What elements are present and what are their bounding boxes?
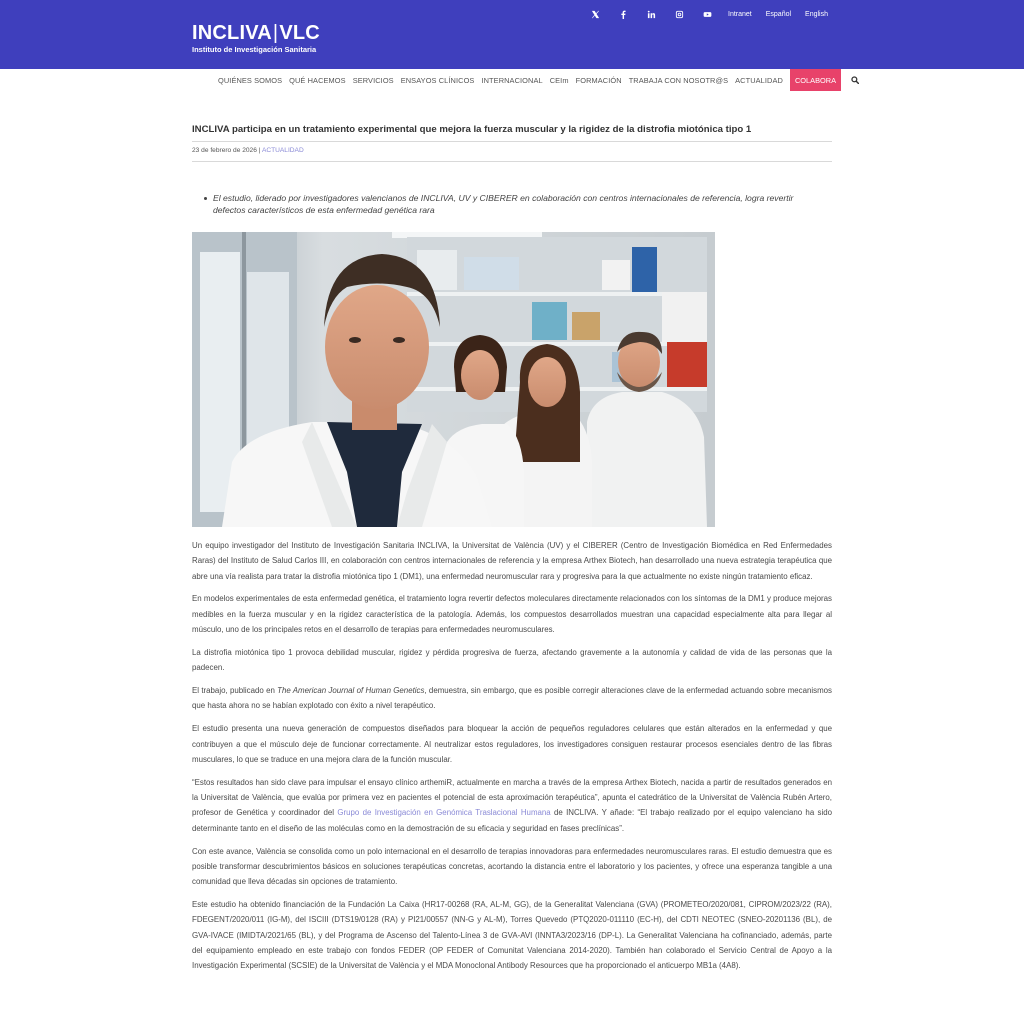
paragraph: Este estudio ha obtenido financiación de la Fundación La Caixa (HR17-00268 (RA, AL-M, GG), de la Generalitat Valenciana (GVA) (PROMETEO/2020/081, CIPROM/2023/22 (RA), FDEGENT/2020/011 (IG-M), del ISCIII (DTS19/0128 (RA) y PI21/00557 (NN-G y AL-M), Torres Quevedo (PTQ2020-011110 (EC-H), del CDTI NEOTEC (SNEO-20201136 (BL), de GVA-IVACE (IMIDTA/2021/65 (BL), y del Programa de Ascenso del Talento-Línea 3 de GVA-AVI (INNTA3/2023/16 (DP-L). La Generalitat Valenciana ha cofinanciado, además, parte del equipamiento empleado en este trabajo con fondos FEDER (OP FEDER of Comunitat Valenciana 2014-2020). También han colaborado el Servicio Central de Apoyo a la Investigación Experimental (SCSIE) de la Universitat de València y el MDA Monoclonal Antibody Resources que ha proporcionado el anticuerpo MB1a (4A8).: [192, 900, 832, 971]
nav-quienes-somos[interactable]: QUIÉNES SOMOS: [218, 75, 283, 85]
paragraph: En modelos experimentales de esta enfermedad genética, el tratamiento logra revertir defectos moleculares directamente relacionados con los síntomas de la DM1 y produce mejoras medibles en la fuerza muscular y en la rigidez característica de la patología. Además, los compuestos desarrollados muestran una capacidad especialmente alta para llegar al músculo, uno de los principales retos en el desarrollo de terapias para enfermedades neuromusculares.: [192, 594, 832, 635]
meta-separator: |: [258, 147, 261, 154]
divider: [192, 141, 832, 142]
intranet-link[interactable]: Intranet: [728, 10, 752, 18]
nav-colabora-button[interactable]: COLABORA: [790, 69, 841, 91]
paragraph: El estudio presenta una nueva generación de compuestos diseñados para bloquear la acción de pequeños reguladores celulares que están alterados en la enfermedad y que contribuyen a que el músculo deje de funcionar correctamente. Al neutralizar estos reguladores, los investigadores consiguen restaurar procesos esenciales dentro de las fibras musculares, lo que se traduce en una mejora clara de la función muscular.: [192, 724, 832, 764]
nav-servicios[interactable]: SERVICIOS: [352, 75, 394, 85]
nav-ensayos-clinicos[interactable]: ENSAYOS CLÍNICOS: [400, 75, 475, 85]
paragraph-text: “Estos resultados han sido clave para impulsar el ensayo clínico arthemiR, actualmente en marcha a través de la empresa Arthex Biotech, nacida a partir de resultados generados en la Universitat de València, que evalúa por primera vez en pacientes el potencial de esta aproximación terapéutica”, apunta el catedrático de la Universitat de València Rubén Artero, profesor de Genética y coordinador del: [192, 777, 832, 818]
divider: [192, 161, 832, 162]
logo-vlc: VLC: [279, 22, 320, 44]
paragraph-text: El trabajo, publicado en: [192, 686, 278, 696]
paragraph-text: , demuestra, sin embargo, que es posible corregir alteraciones clave de la enfermedad actuando sobre mecanismos que hasta ahora no se habían explotado con éxito a nivel terapéutico.: [192, 686, 832, 711]
social-links: [586, 8, 726, 20]
paragraph: [192, 683, 832, 714]
logo-separator: |: [272, 22, 279, 44]
logo-incliva: INCLIVA: [192, 22, 272, 44]
paragraph: Con este avance, València se consolida como un polo internacional en el desarrollo de terapias innovadoras para enfermedades neuromusculares raras. El estudio demuestra que es posible transformar descubrimientos básicos en soluciones terapéuticas concretas, acortando la distancia entre el laboratorio y los pacientes, y ofrece una esperanza tangible a una comunidad que lleva décadas sin opciones de tratamiento.: [192, 846, 832, 887]
main-nav: [0, 69, 1024, 91]
article-summary-bullet: El estudio, liderado por investigadores valencianos de INCLIVA, UV y CIBERER en colaboración con centros internacionales de referencia, logra revertir defectos característicos de esta enfermedad genética rara: [213, 193, 823, 216]
lang-es-link[interactable]: Español: [765, 10, 792, 18]
facebook-icon[interactable]: [614, 8, 632, 20]
nav-actualidad[interactable]: ACTUALIDAD: [735, 75, 783, 85]
paragraph: La distrofia miotónica tipo 1 provoca debilidad muscular, rigidez y pérdida progresiva de fuerza, afectando gravemente a la autonomía y calidad de vida de las personas que la padecen.: [192, 647, 832, 673]
article-title: INCLIVA participa en un tratamiento experimental que mejora la fuerza muscular y la rigidez de la distrofia miotónica tipo 1: [192, 124, 752, 135]
instagram-icon[interactable]: [670, 8, 688, 20]
article-category-link[interactable]: ACTUALIDAD: [261, 147, 304, 154]
youtube-icon[interactable]: [698, 8, 716, 20]
article-photo-research-team: [192, 232, 715, 527]
top-links: [728, 8, 842, 20]
article-date: 23 de febrero de 2026: [192, 147, 257, 154]
nav-internacional[interactable]: INTERNACIONAL: [481, 75, 543, 85]
incliva-logo[interactable]: [192, 22, 320, 54]
journal-name: The American Journal of Human Genetics: [277, 686, 425, 696]
nav-formacion[interactable]: FORMACIÓN: [575, 75, 622, 85]
article-body: [192, 538, 832, 981]
paragraph-text: de INCLIVA. Y añade: “El trabajo realizado por el equipo valenciano ha sido determinante tanto en el diseño de las moléculas como en la demostración de su eficacia y seguridad en fases preclínicas”.: [192, 808, 832, 833]
paragraph: Un equipo investigador del Instituto de Investigación Sanitaria INCLIVA, la Universitat de València (UV) y el CIBERER (Centro de Investigación Biomédica en Red Enfermedades Raras) del Instituto de Salud Carlos III, en colaboración con centros internacionales de referencia y la empresa Arthex Biotech, han desarrollado una nueva estrategia terapéutica que abre una vía realista para tratar la distrofia miotónica tipo 1 (DM1), una enfermedad neuromuscular rara y progresiva para la que actualmente no existe ningún tratamiento eficaz.: [192, 541, 832, 581]
linkedin-icon[interactable]: [642, 8, 660, 20]
nav-que-hacemos[interactable]: QUÉ HACEMOS: [289, 75, 346, 85]
nav-trabaja[interactable]: TRABAJA CON NOSOTR@S: [628, 75, 729, 85]
x-icon[interactable]: [586, 8, 604, 20]
nav-ceim[interactable]: CEIm: [549, 75, 569, 85]
research-group-link[interactable]: Grupo de Investigación en Genómica Traslacional Humana: [337, 808, 551, 818]
logo-wordmark: [192, 22, 320, 44]
search-icon[interactable]: [851, 76, 859, 84]
top-header: [0, 0, 1024, 69]
lang-en-link[interactable]: English: [805, 10, 829, 18]
logo-subtitle: Instituto de Investigación Sanitaria: [192, 45, 317, 54]
paragraph: [192, 775, 832, 836]
article-meta: [192, 147, 304, 154]
